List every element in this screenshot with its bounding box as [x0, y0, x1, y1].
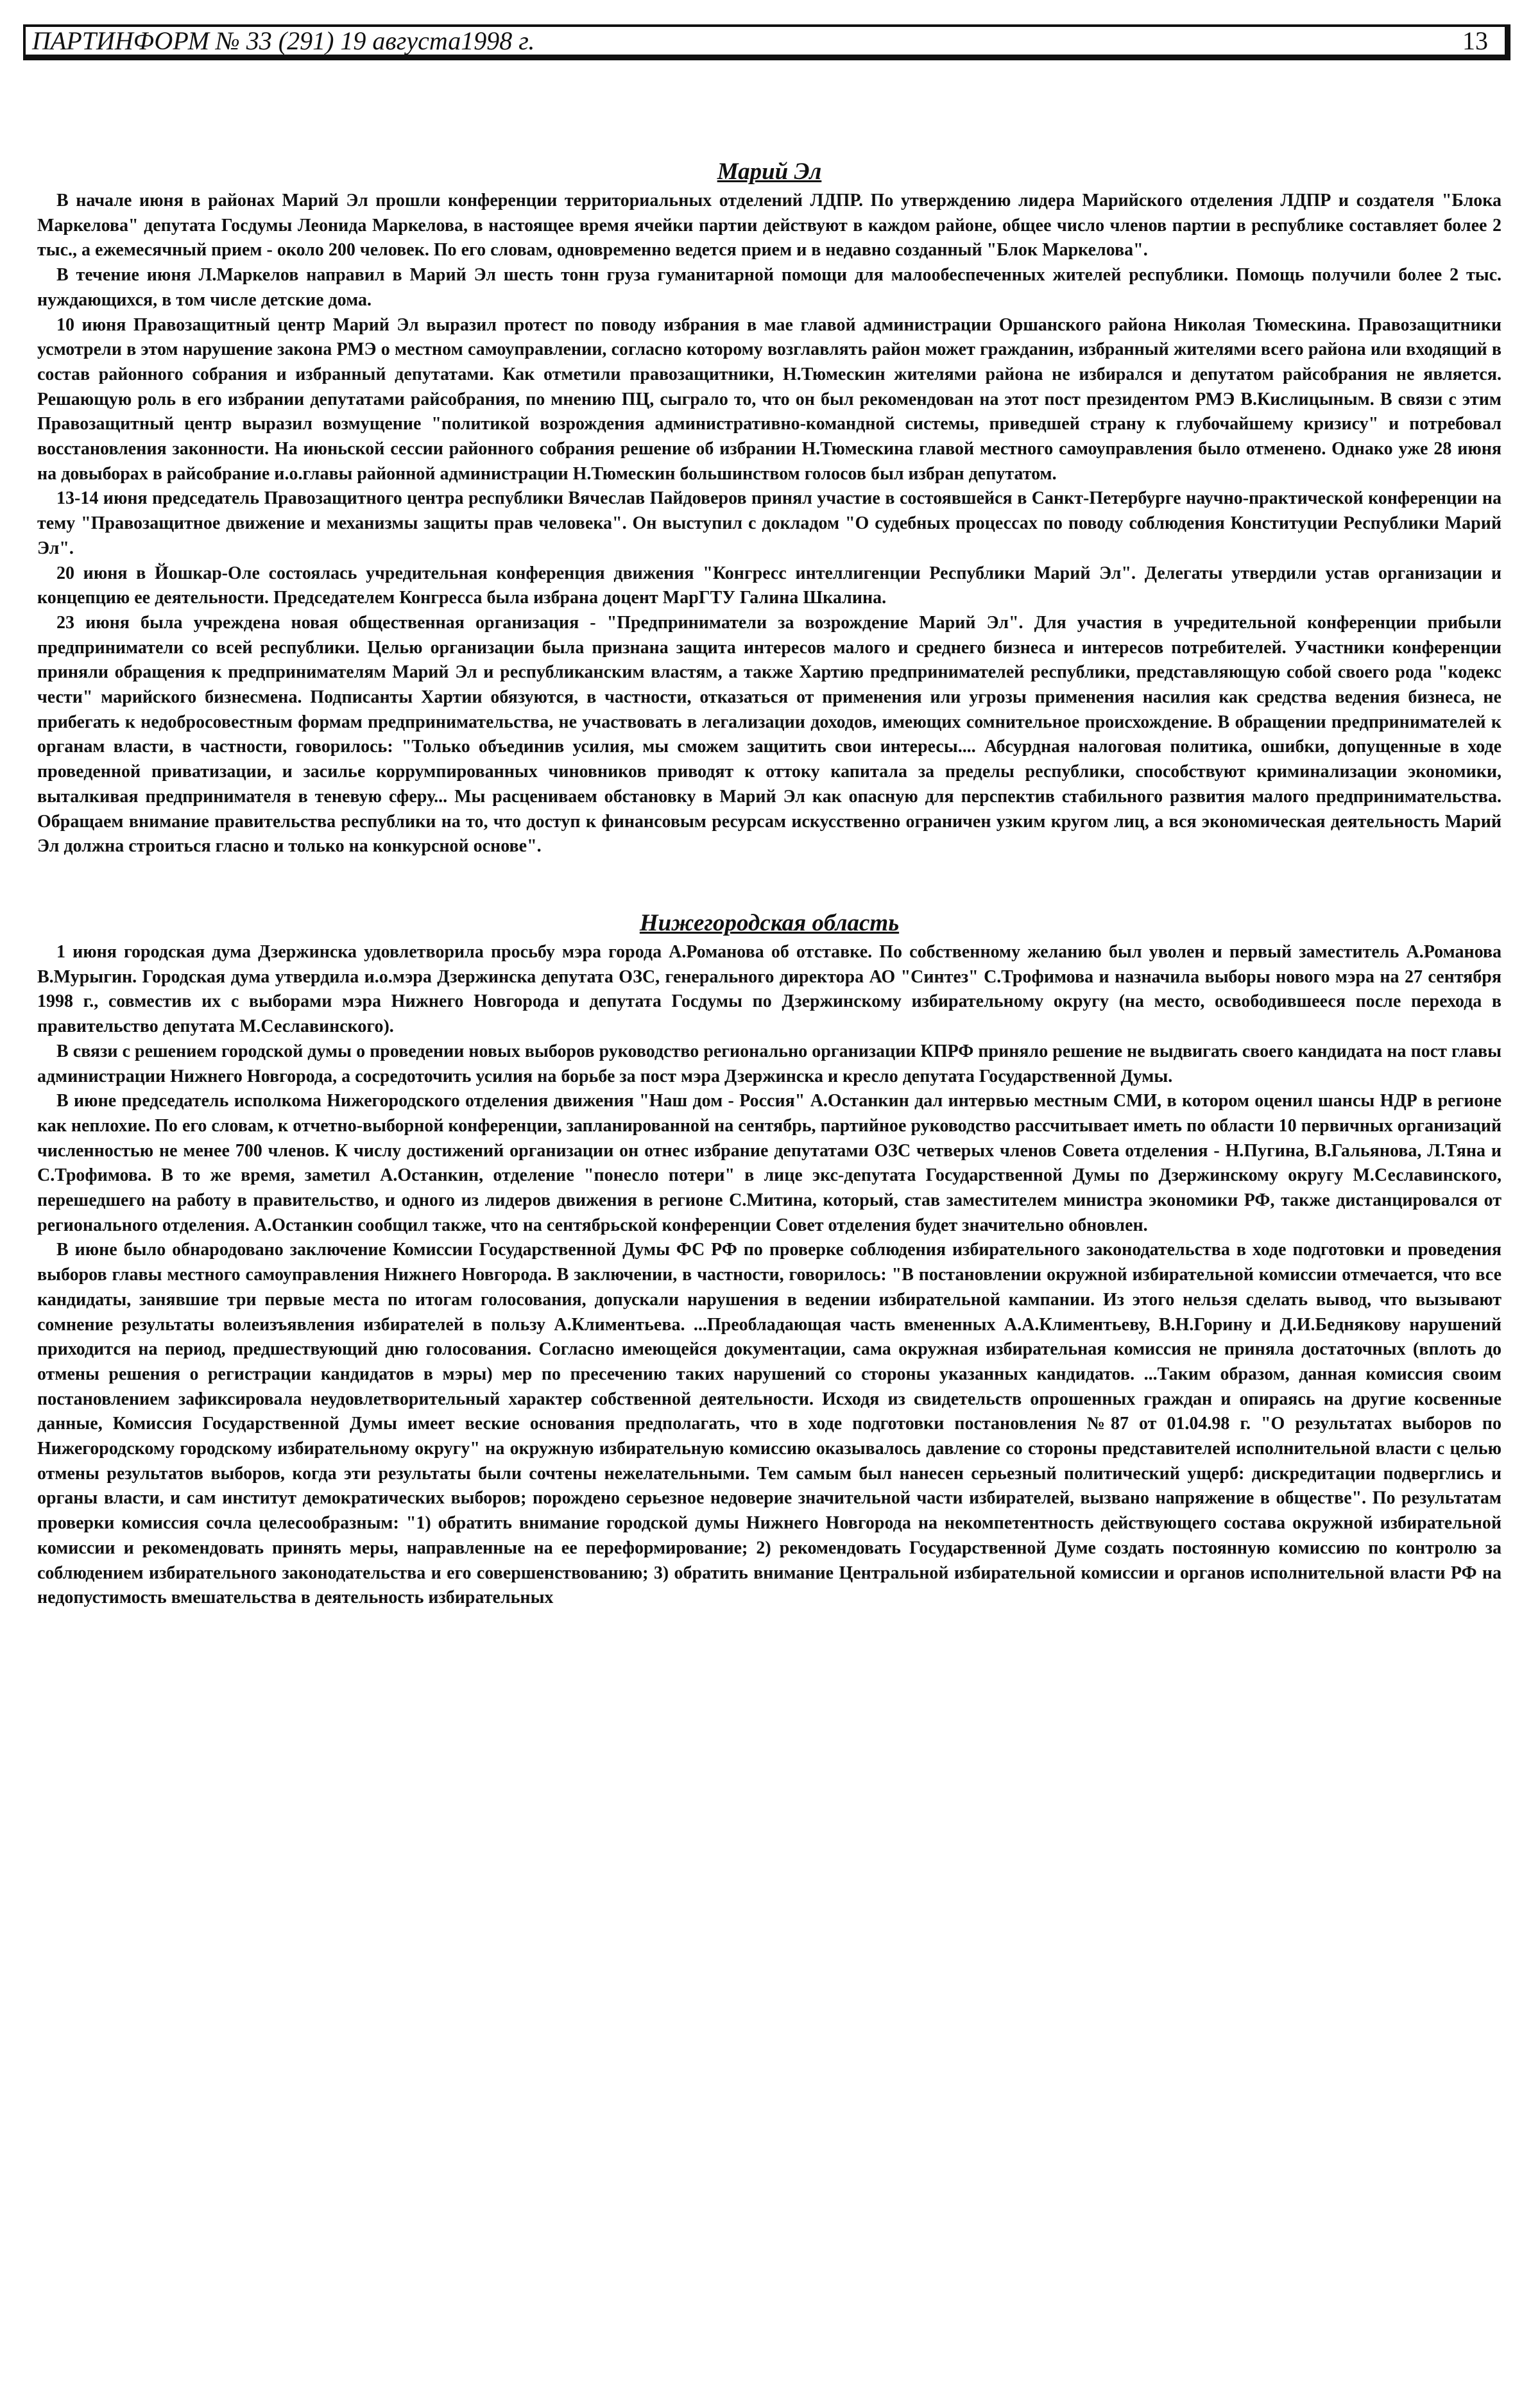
paragraph: В течение июня Л.Маркелов направил в Марий Эл шесть тонн груза гуманитарной помощи для малообеспеченных жителей республики. Помощь получили более 2 тыс. нуждающихся, в том числе детские дома. — [37, 265, 1502, 310]
paragraph: 20 июня в Йошкар-Оле состоялась учредительная конференция движения "Конгресс интеллигенции Республики Марий Эл". Делегаты утвердили устав организации и концепцию ее деятельности. Председателем Конгресса была избрана доцент МарГТУ Галина Шкалина. — [37, 563, 1502, 608]
section-title-mari-el: Марий Эл — [717, 159, 822, 185]
publication-title: ПАРТИНФОРМ № 33 (291) 19 августа1998 г. — [32, 26, 535, 55]
paragraph: 23 июня была учреждена новая общественная организация - "Предприниматели за возрождение Марий Эл". Для участия в учредительной конференции прибыли предприниматели со всей республики. Целью организации была признана защита интересов малого и среднего бизнеса и интересов потребителей. Участники конференции приняли обращения к предпринимателям Марий Эл и республиканским властям, а также Хартию предпринимателей республики, представляющую собой своего рода "кодекс чести" марийского бизнесмена. Подписанты Хартии обязуются, в частности, отказаться от применения или угрозы применения насилия как средства ведения бизнеса, не прибегать к недобросовестным формам предпринимательства, не участвовать в легализации доходов, имеющих сомнительное происхождение. В обращении предпринимателей к органам власти, в частности, говорилось: "Только объединив усилия, мы сможем защитить свои интересы.... Абсурдная налоговая политика, ошибки, допущенные в ходе проведенной приватизации, и засилье коррумпированных чиновников приводят к оттоку капитала за пределы республики, способствуют криминализации экономики, выталкивая предпринимателя в теневую сферу... Мы расцениваем обстановку в Марий Эл как опасную для перспектив стабильного развития малого предпринимательства. Обращаем внимание правительства республики на то, что доступ к финансовым ресурсам искусственно ограничен узким кругом лиц, а вся экономическая деятельность Марий Эл должна строиться гласно и только на конкурсной основе". — [37, 612, 1502, 857]
paragraph: В июне было обнародовано заключение Комиссии Государственной Думы ФС РФ по проверке соблюдения избирательного законодательства в ходе подготовки и проведения выборов главы местного самоуправления Нижнего Новгорода. В заключении, в частности, говорилось: "В постановлении окружной избирательной комиссии отмечается, что все кандидаты, занявшие три первые места по итогам голосования, допускали нарушения в ведении избирательной кампании. Из этого нельзя сделать вывод, что вызывают сомнение результаты волеизъявления избирателей в пользу А.Климентьева. ...Преобладающая часть вмененных А.А.Климентьеву, В.Н.Горину и Д.И.Беднякову нарушений приходится на период, предшествующий дню голосования. Согласно имеющейся документации, сама окружная избирательная комиссия не приняла достаточных (вплоть до отмены решения о регистрации кандидатов в мэры) мер по пресечению таких нарушений со стороны указанных кандидатов. ...Таким образом, данная комиссия своим постановлением зафиксировала неудовлетворительный характер собственной деятельности. Исходя из свидетельств опрошенных граждан и опираясь на другие косвенные данные, Комиссия Государственной Думы имеет веские основания предполагать, что в ходе подготовки постановления №87 от 01.04.98 г. "О результатах выборов по Нижегородскому городскому избирательному округу" на окружную избирательную комиссию оказывалось давление со стороны представителей исполнительной власти с целью отмены результатов выборов, когда эти результаты были сочтены нежелательными. Тем самым был нанесен серьезный политический ущерб: дискредитации подверглись и органы власти, и сам институт демократических выборов; порождено серьезное недоверие значительной части избирателей, вызвано напряжение в обществе". По результатам проверки комиссия сочла целесообразным: "1) обратить внимание городской думы Нижнего Новгорода на некомпетентность действующего состава окружной избирательной комиссии и рекомендовать принять меры, направленные на ее переформирование; 2) рекомендовать Государственной Думе создать постоянную комиссию по контролю за соблюдением избирательного законодательства и его совершенствованию; 3) обратить внимание Центральной избирательной комиссии и органов исполнительной власти РФ на недопустимость вмешательства в деятельность избирательных — [37, 1240, 1502, 1608]
article-body — [37, 158, 1502, 1611]
paragraph: 10 июня Правозащитный центр Марий Эл выразил протест по поводу избрания в мае главой администрации Оршанского района Николая Тюмескина. Правозащитники усмотрели в этом нарушение закона РМЭ о местном самоуправлении, согласно которому возглавлять район может гражданин, избранный жителями всего района или входящий в состав районного собрания и избранный депутатами. Как отметили правозащитники, Н.Тюмескин жителями района не избирался и депутатом райсобрания не является. Решающую роль в его избрании депутатами райсобрания, по мнению ПЦ, сыграло то, что он был рекомендован на этот пост президентом РМЭ В.Кислицыным. В связи с этим Правозащитный центр выразил возмущение "политикой возрождения административно-командной системы, приведшей страну к глубочайшему кризису" и потребовал восстановления законности. На июньской сессии районного собрания решение об избрании Н.Тюмескина главой местного самоуправления было отменено. Однако уже 28 июня на довыборах в райсобрание и.о.главы районной администрации Н.Тюмескин большинством голосов был избран депутатом. — [37, 314, 1502, 484]
paragraph: В начале июня в районах Марий Эл прошли конференции территориальных отделений ЛДПР. По утверждению лидера Марийского отделения ЛДПР и создателя "Блока Маркелова" депутата Госдумы Леонида Маркелова, в настоящее время ячейки партии действуют в каждом районе, общее число членов партии в республике составляет более 2 тыс., а ежемесячный прием - около 200 человек. По его словам, одновременно ведется прием и в недавно созданный "Блок Маркелова". — [37, 191, 1502, 261]
page-header — [23, 24, 1510, 60]
paragraph: 1 июня городская дума Дзержинска удовлетворила просьбу мэра города А.Романова об отставке. По собственному желанию был уволен и первый заместитель А.Романова В.Мурыгин. Городская дума утвердила и.о.мэра Дзержинска депутата ОЗС, генерального директора АО "Синтез" С.Трофимова и назначила выборы нового мэра на 27 сентября 1998 г., совместив их с выборами мэра Нижнего Новгорода и депутата Госдумы по Дзержинскому избирательному округу (на место, освободившееся после перехода в правительство депутата М.Сеславинского). — [37, 941, 1502, 1037]
paragraph: 13-14 июня председатель Правозащитного центра республики Вячеслав Пайдоверов принял участие в состоявшейся в Санкт-Петербурге научно-практической конференции на тему "Правозащитное движение и механизмы защиты прав человека". Он выступил с докладом "О судебных процессах по поводу соблюдения Конституции Республики Марий Эл". — [37, 488, 1502, 558]
paragraph: В июне председатель исполкома Нижегородского отделения движения "Наш дом - Россия" А.Останкин дал интервью местным СМИ, в котором оценил шансы НДР в регионе как неплохие. По его словам, к отчетно-выборной конференции, запланированной на сентябрь, партийное руководство рассчитывает иметь по области 10 первичных организаций численностью не менее 700 членов. К числу достижений организации он отнес избрание депутатами ОЗС четверых членов Совета отделения - Н.Пугина, В.Гальянова, Л.Тяна и С.Трофимова. В то же время, заметил А.Останкин, отделение "понесло потери" в лице экс-депутата Государственной Думы по Дзержинскому округу М.Сеславинского, перешедшего на работу в правительство, и одного из лидеров движения в регионе С.Митина, который, став заместителем министра экономики РФ, также дистанцировался от регионального отделения. А.Останкин сообщил также, что на сентябрьской конференции Совет отделения будет значительно обновлен. — [37, 1091, 1502, 1235]
page-number: 13 — [1462, 26, 1488, 55]
section-title-nizhny-novgorod: Нижегородская область — [639, 909, 900, 936]
paragraph: В связи с решением городской думы о проведении новых выборов руководство регионально организации КПРФ приняло решение не выдвигать своего кандидата на пост главы администрации Нижнего Новгорода, а сосредоточить усилия на борьбе за пост мэра Дзержинска и кресло депутата Государственной Думы. — [37, 1041, 1502, 1086]
